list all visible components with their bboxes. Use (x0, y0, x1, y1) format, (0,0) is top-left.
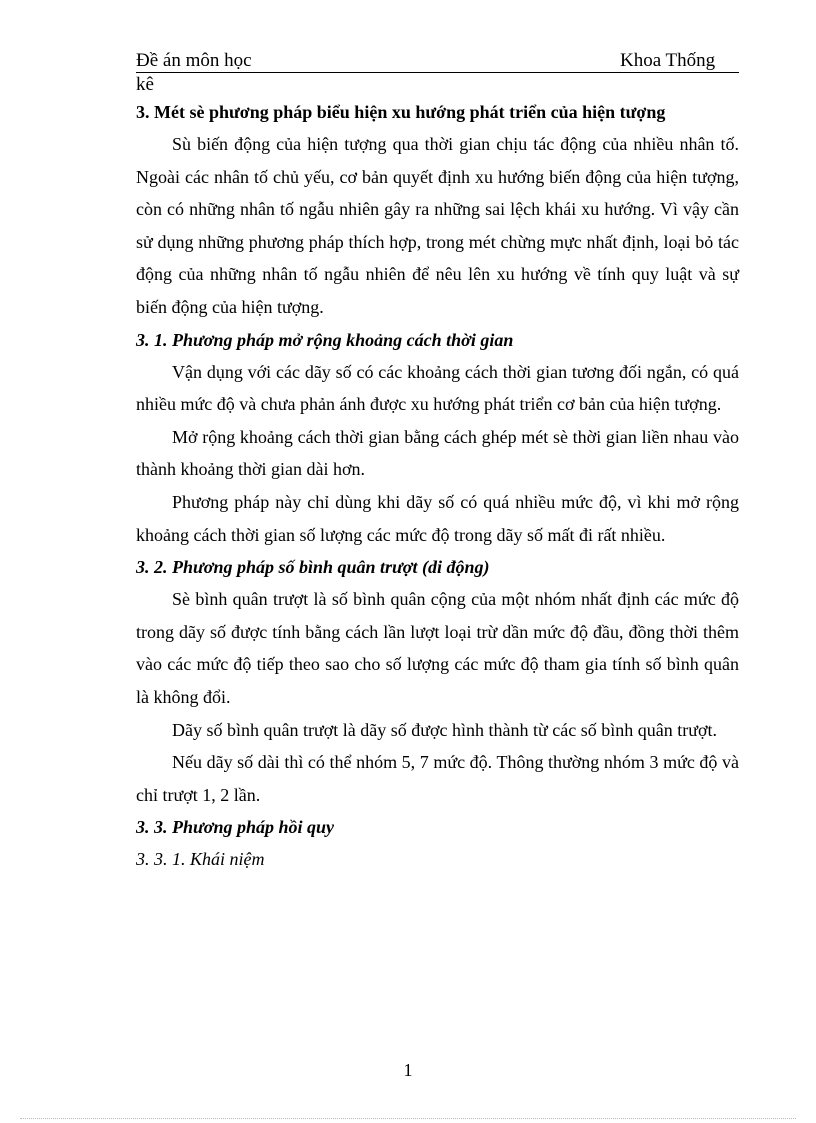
header-right-text: Khoa Thống (620, 50, 716, 71)
section-3-2-paragraph-1: Sè bình quân trượt là số bình quân cộng của một nhóm nhất định các mức độ trong dãy số được tính bằng cách lần lượt loại trừ dần mức độ đầu, đồng thời thêm vào các mức độ tiếp theo sao cho số lượng các mức độ tham gia tính số bình quân là không đổi. (136, 589, 739, 707)
section-3-1-paragraph-1: Vận dụng với các dãy số có các khoảng cách thời gian tương đối ngắn, có quá nhiều mức độ và chưa phản ánh được xu hướng phát triển cơ bản của hiện tượng. (136, 361, 739, 415)
section-3-1-heading: 3. 1. Phương pháp mở rộng khoảng cách thời gian (136, 329, 514, 350)
section-3-heading: 3. Mét sè phương pháp biểu hiện xu hướng phát triển của hiện tượng (136, 102, 666, 122)
section-3-2-heading: 3. 2. Phương pháp số bình quân trượt (di động) (136, 557, 490, 578)
section-3-1-paragraph-2: Mở rộng khoảng cách thời gian bằng cách ghép mét sè thời gian liền nhau vào thành khoảng thời gian dài hơn. (136, 426, 739, 480)
header-underline (136, 72, 739, 73)
section-3-2-paragraph-3: Nếu dãy số dài thì có thể nhóm 5, 7 mức độ. Thông thường nhóm 3 mức độ và chỉ trượt 1, 2 lần. (136, 752, 739, 805)
header-left-text: Đề án môn học (136, 50, 252, 71)
section-3-3-heading: 3. 3. Phương pháp hồi quy (136, 817, 334, 838)
section-3-1-paragraph-3: Phương pháp này chỉ dùng khi dãy số có quá nhiều mức độ, vì khi mở rộng khoảng cách thời gian số lượng các mức độ trong dãy số mất đi rất nhiều. (136, 491, 739, 545)
page-bottom-border (20, 1118, 796, 1119)
page-header (136, 50, 739, 74)
document-body (136, 96, 739, 875)
page-number: 1 (403, 1060, 413, 1080)
section-3-2-paragraph-2: Dãy số bình quân trượt là dãy số được hình thành từ các số bình quân trượt. (172, 719, 717, 740)
section-3-3-1-heading: 3. 3. 1. Khái niệm (136, 849, 265, 870)
header-wrap-text: kê (136, 74, 154, 95)
section-3-paragraph: Sù biến động của hiện tượng qua thời gian chịu tác động của nhiều nhân tố. Ngoài các nhân tố chủ yếu, cơ bản quyết định xu hướng biến động của hiện tượng, còn có những nhân tố ngẫu nhiên gây ra những sai lệch khái xu hướng. Vì vậy cần sử dụng những phương pháp thích hợp, trong mét chừng mực nhất định, loại bỏ tác động của những nhân tố ngẫu nhiên để nêu lên xu hướng về tính quy luật và sự biến động của hiện tượng. (136, 134, 739, 317)
